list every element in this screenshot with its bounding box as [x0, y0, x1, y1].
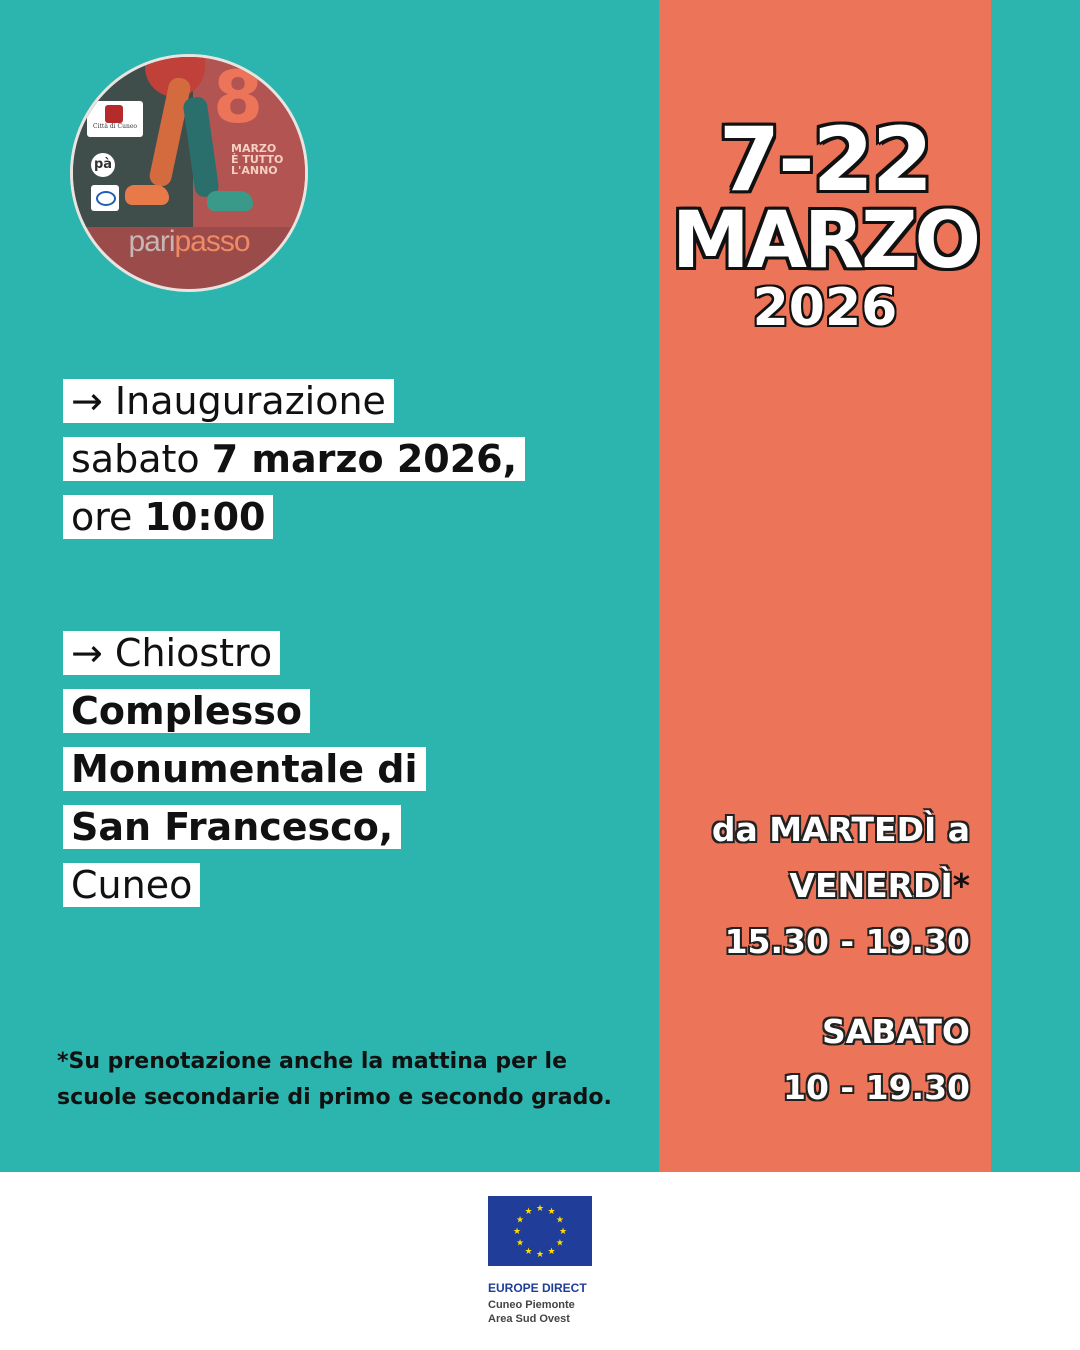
- eu-star-icon: ★: [535, 1204, 545, 1214]
- eu-star-icon: ★: [516, 1215, 525, 1226]
- footnote-line: scuole secondarie di primo e secondo grado.: [57, 1085, 612, 1110]
- asterisk: *: [952, 866, 970, 905]
- logo-slogan-line: MARZO: [231, 142, 277, 155]
- eu-stars: [488, 1196, 592, 1266]
- venue-block: [63, 624, 426, 914]
- weekday-days-end: [712, 858, 970, 914]
- inauguration-time-prefix: ore: [71, 495, 145, 539]
- crest-icon: [105, 105, 123, 123]
- city-label: Città di Cuneo: [93, 123, 137, 130]
- date-year: 2026: [752, 278, 898, 338]
- pari-passo-logo: [70, 54, 308, 292]
- eye-logo-icon: [91, 185, 119, 211]
- weekday-end-label: VENERDÌ: [789, 866, 953, 905]
- eu-star-icon: ★: [547, 1246, 556, 1257]
- inauguration-day: sabato: [71, 437, 212, 481]
- weekday-days: da MARTEDÌ a: [711, 810, 970, 849]
- footnote-line: *Su prenotazione anche la mattina per le: [57, 1049, 568, 1074]
- eu-star-icon: ★: [535, 1250, 545, 1260]
- footnote: [57, 1044, 657, 1116]
- brand-part1: pari: [128, 225, 175, 258]
- eu-star-icon: ★: [547, 1207, 556, 1218]
- inauguration-date-bold: 7 marzo 2026,: [211, 437, 518, 481]
- city-crest-badge: [87, 101, 143, 137]
- eu-star-icon: ★: [555, 1238, 564, 1249]
- venue-name-line: Monumentale di: [71, 747, 418, 791]
- venue-city: Cuneo: [63, 863, 200, 907]
- venue-name-line: San Francesco,: [71, 805, 394, 849]
- logo-slogan-line: L'ANNO: [231, 164, 278, 177]
- eu-star-icon: ★: [555, 1215, 564, 1226]
- saturday-hours: [783, 1004, 970, 1116]
- inauguration-date: [63, 437, 525, 481]
- saturday-time: 10 - 19.30: [783, 1068, 970, 1107]
- weekday-hours: [712, 802, 970, 970]
- shoe-icon: [207, 191, 253, 211]
- eu-star-icon: ★: [524, 1207, 533, 1218]
- venue-title: → Chiostro: [63, 631, 280, 675]
- inauguration-title: → Inaugurazione: [63, 379, 394, 423]
- europe-direct-line: Area Sud Ovest: [488, 1313, 570, 1325]
- inauguration-block: [63, 372, 525, 546]
- logo-slogan-line: È TUTTO: [231, 153, 284, 166]
- inauguration-time: [63, 495, 273, 539]
- saturday-label: SABATO: [821, 1012, 970, 1051]
- venue-name-line: Complesso: [71, 689, 302, 733]
- eu-star-icon: ★: [524, 1246, 533, 1257]
- brand-part2: passo: [174, 225, 250, 258]
- logo-digit: 8: [213, 55, 264, 139]
- eu-star-icon: ★: [516, 1238, 525, 1249]
- eu-flag-icon: [488, 1196, 592, 1266]
- shoe-icon: [125, 185, 169, 205]
- europe-direct-title: EUROPE DIRECT: [488, 1281, 587, 1295]
- europe-direct-line: Cuneo Piemonte: [488, 1299, 575, 1311]
- weekday-time: 15.30 - 19.30: [724, 922, 970, 961]
- date-month: MARZO: [672, 196, 978, 286]
- inauguration-time-bold: 10:00: [144, 495, 266, 539]
- pa-badge: pà: [91, 153, 115, 177]
- logo-slogan: [231, 143, 301, 176]
- date-range: 7-22: [718, 108, 932, 211]
- brand-wordmark: [73, 225, 305, 259]
- eu-star-icon: ★: [512, 1227, 522, 1237]
- eu-star-icon: ★: [558, 1227, 568, 1237]
